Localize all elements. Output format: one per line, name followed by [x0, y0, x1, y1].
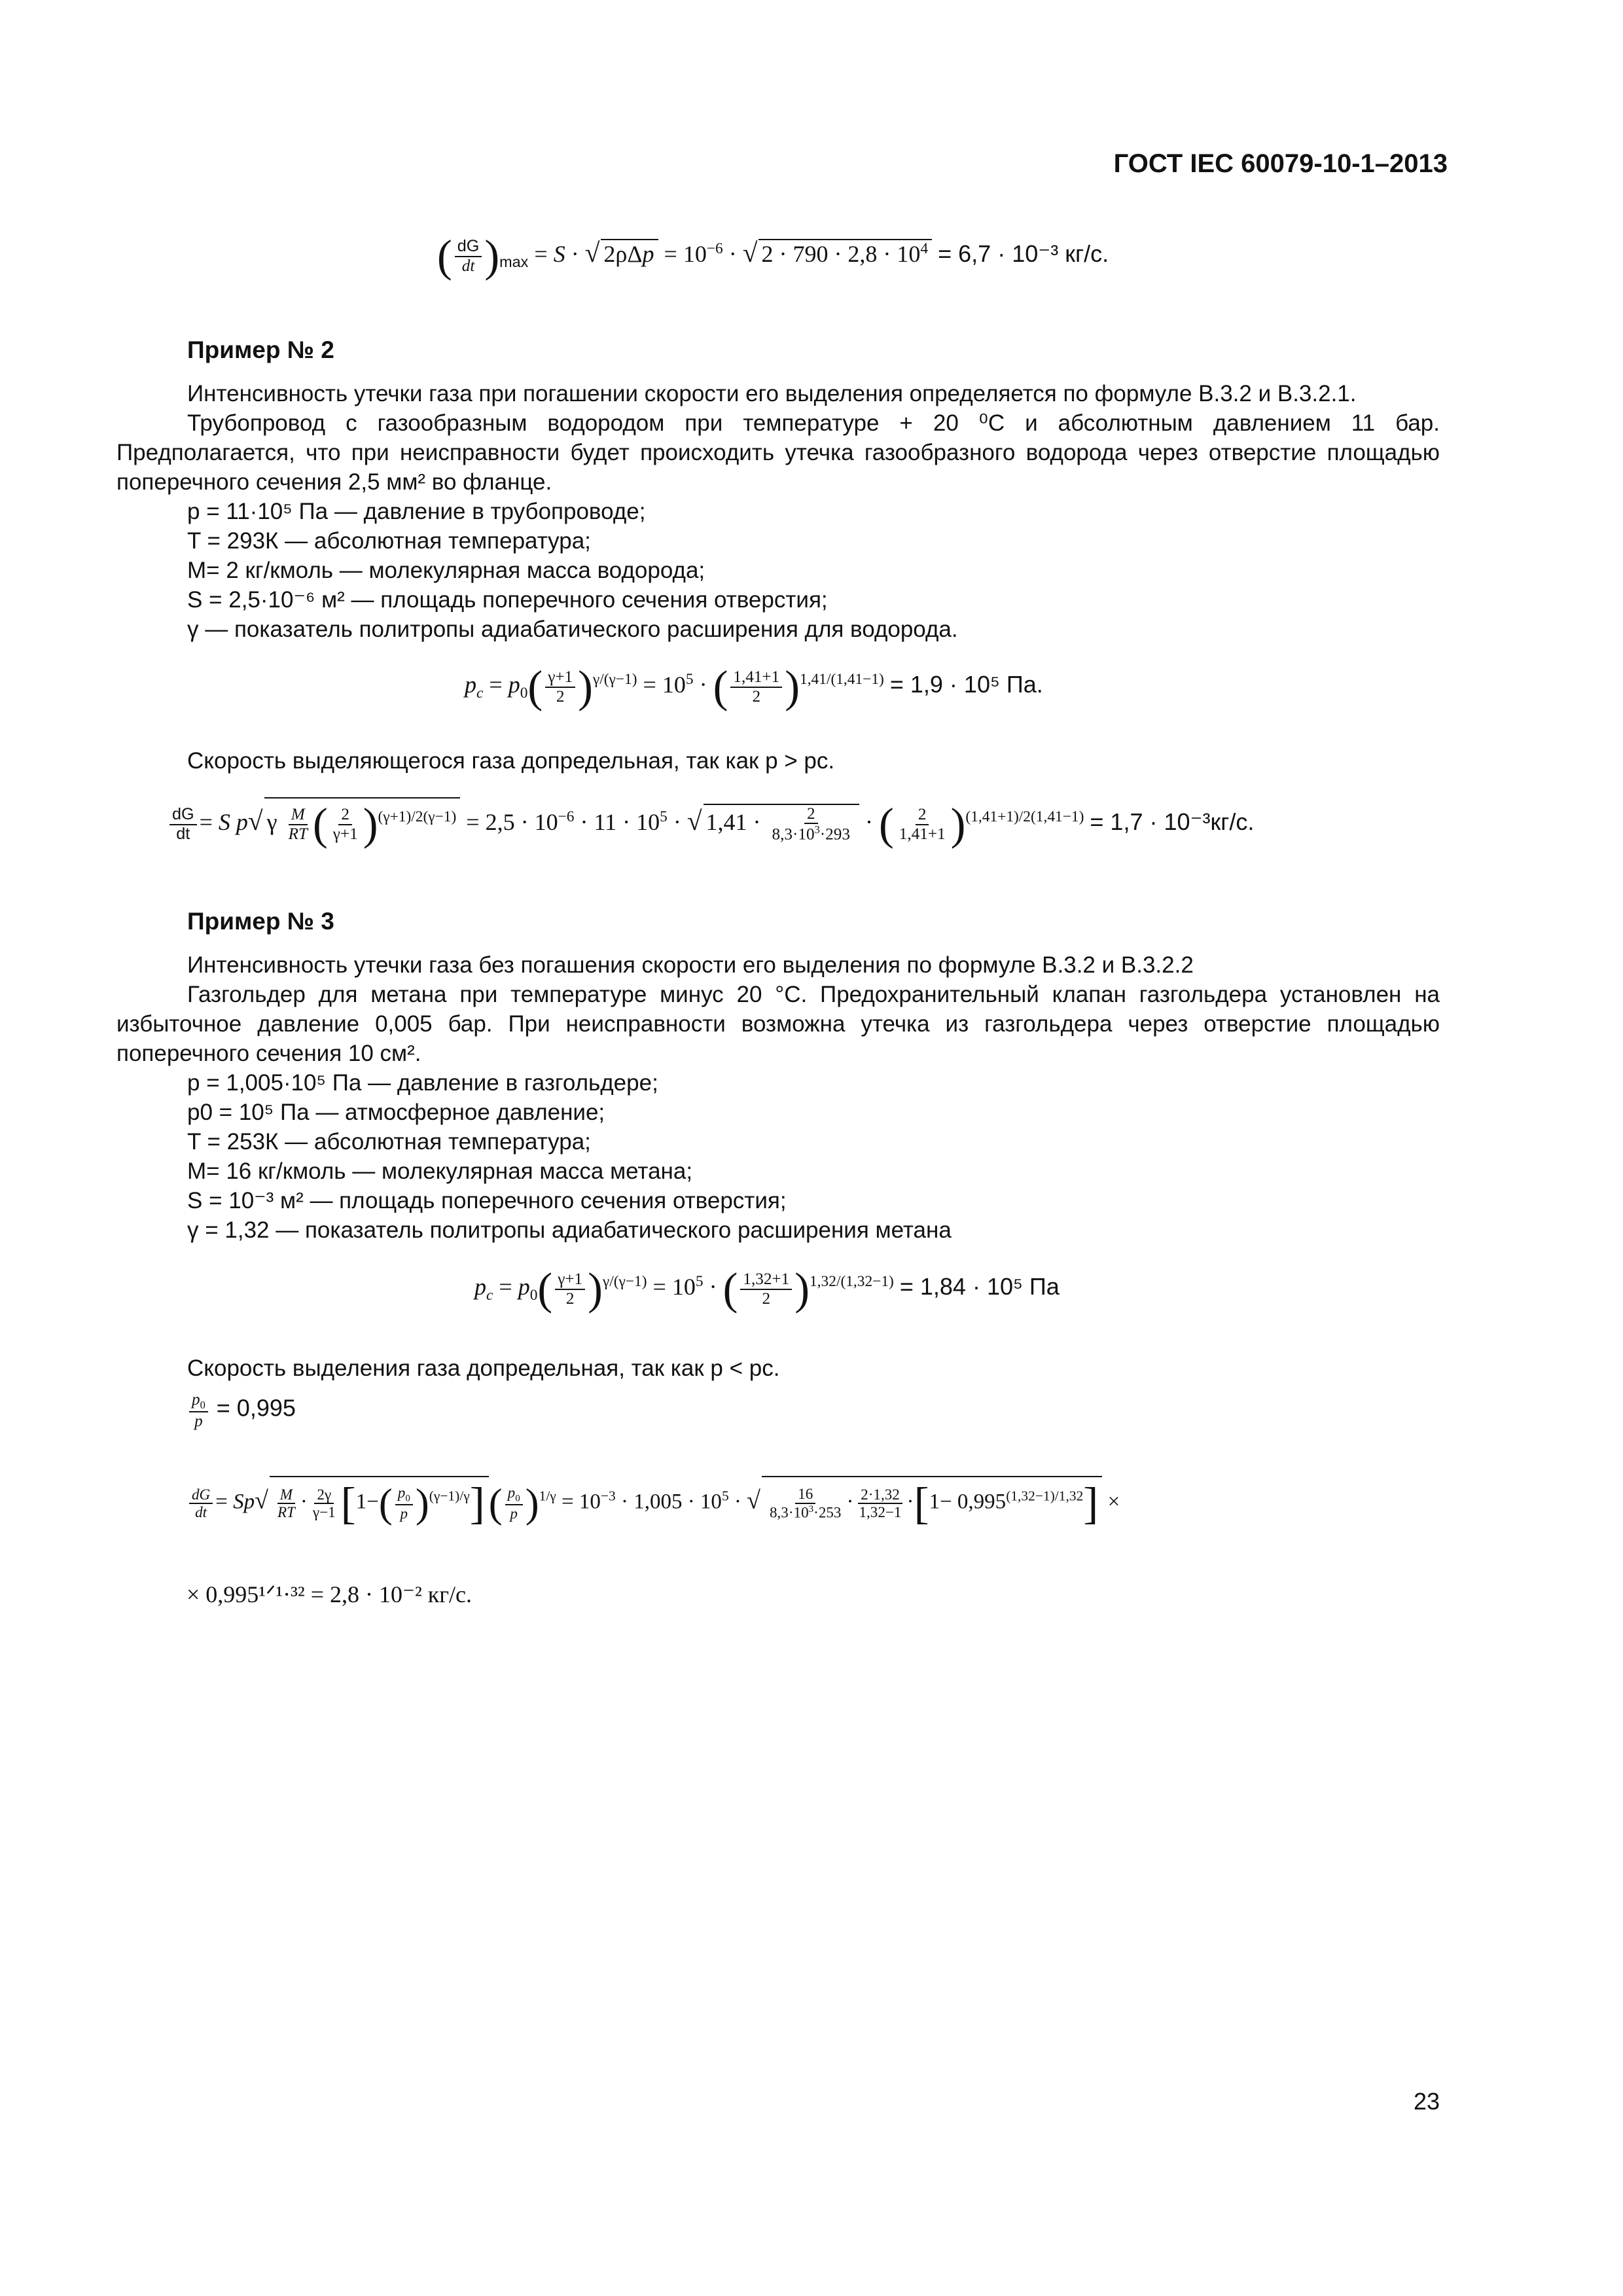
example-3-section [116, 906, 1440, 1245]
list-item: T = 253К — абсолютная температура; [187, 1129, 591, 1155]
example-2-parameters [116, 497, 1440, 644]
example-2-condition [116, 746, 1440, 776]
example-3-title: Пример № 3 [187, 908, 334, 935]
list-item: p = 1,005·10⁵ Па — давление в газгольдере; [187, 1070, 658, 1096]
example-2-paragraph-1: Интенсивность утечки газа при погашении скорости его выделения определяется по формуле В.3.2 и В.3.2.1. [187, 381, 1357, 406]
list-item: T = 293К — абсолютная температура; [187, 528, 591, 554]
formula-max-rate: ( $\frac{dG}{dt}$ )$_{max} = S$ · √ $2\rho\Delta p = 10^{-6}$ · √ $2 \cdot 790 \cdot 2,8 \cdot 10^4 = 6,7 \cdot 10^{-3}$ кг/с. [437, 231, 1109, 281]
example-3-condition [116, 1354, 1440, 1383]
formula-rate-ch4: $\frac{dG}{dt}$ = Sp√ $\frac{M}{RT}$ · $\frac{2\gamma}{\gamma-1}$ [1−( $\frac{p_0}{p}$ )$^{(\gamma-1)/\gamma}$]( $\frac{p_0}{p}$ )$^{1/\gamma} = 10^{-3} \cdot 1,005 \cdot 10^5$ · √ $\frac{16}{8,3\cdot 10^3\cdot 253}$ · $\frac{2\cdot 1,32}{1,32-1}$ $\cdot[1- 0,995^{(1,32-1)/1,32}]$ × [187, 1476, 1120, 1530]
formula-max-rate-result: = 6,7 · 10⁻³ кг/с. [938, 240, 1109, 267]
formula-pressure-ratio: $\frac{p_0}{p}$ = 0,995 [187, 1391, 296, 1431]
formula-critical-pressure-ch4-result: = 1,84 · 10⁵ Па [899, 1272, 1060, 1300]
formula-pressure-ratio-result: = 0,995 [216, 1394, 296, 1422]
example-3-paragraph-1: Интенсивность утечки газа без погашения скорости его выделения по формуле В.3.2 и В.3.2.2 [187, 952, 1194, 978]
page-number: 23 [1413, 2088, 1440, 2115]
example-2-title: Пример № 2 [187, 336, 334, 363]
document-header: ГОСТ IEC 60079-10-1–2013 [1113, 149, 1448, 178]
list-item: γ — показатель политропы адиабатического расширения для водорода. [187, 617, 958, 642]
formula-rate-h2-result: = 1,7 · 10⁻³кг/с. [1090, 808, 1255, 835]
list-item: γ = 1,32 — показатель политропы адиабатического расширения метана [187, 1217, 952, 1243]
formula-final-result: × 0,995¹ᐟ¹·³² = 2,8 · 10⁻² кг/с. [187, 1581, 473, 1607]
example-2-paragraph-3: Скорость выделяющегося газа допредельная, так как p > pc. [187, 748, 835, 774]
list-item: M= 2 кг/кмоль — молекулярная масса водорода; [187, 558, 705, 583]
formula-critical-pressure-h2-result: = 1,9 · 10⁵ Па. [889, 670, 1043, 698]
example-3-parameters [116, 1068, 1440, 1245]
formula-rate-h2: $\frac{dG}{dt}$ = S p√ γ $\frac{M}{RT}$ ( $\frac{2}{\gamma+1}$ )$^{(\gamma+1)/2(\gamma-1)} = 2,5 \cdot 10^{-6} \cdot 11 \cdot 10^5$ · √ 1,41 · $\frac{2}{8,3\cdot 10^3\cdot 293}$ · ( $\frac{2}{1,41+1}$ )$^{(1,41+1)/2(1,41-1)}$ = 1,7 · 10⁻³кг/с. [167, 797, 1254, 850]
example-3-paragraph-2: Газгольдер для метана при температуре минус 20 °С. Предохранительный клапан газгольдера установлен на избыточное давление 0,005 бар. При неисправности возможна утечка из газгольдера через отверстие площадью поперечного сечения 10 см². [116, 982, 1440, 1066]
example-3-paragraph-3: Скорость выделения газа допредельная, так как p < pc. [187, 1355, 780, 1381]
formula-critical-pressure-h2: $p_c = p_0$( $\frac{\gamma+1}{2}$ )$^{\gamma/(\gamma-1)} = 10^5$ · ( $\frac{1,41+1}{2}$ )$^{1,41/(1,41-1)}$ = 1,9 · 10⁵ Па. [465, 662, 1043, 711]
list-item: p = 11·10⁵ Па — давление в трубопроводе; [187, 499, 646, 524]
example-2-paragraph-2: Трубопровод с газообразным водородом при температуре + 20 ⁰С и абсолютным давлением 11 бар. Предполагается, что при неисправности будет происходить утечка газообразного водорода через отверстие площадью поперечного сечения 2,5 мм² во фланце. [116, 410, 1440, 495]
list-item: S = 10⁻³ м² — площадь поперечного сечения отверстия; [187, 1188, 787, 1213]
list-item: M= 16 кг/кмоль — молекулярная масса метана; [187, 1158, 693, 1184]
list-item: S = 2,5·10⁻⁶ м² — площадь поперечного сечения отверстия; [187, 587, 828, 613]
list-item: p0 = 10⁵ Па — атмосферное давление; [187, 1100, 605, 1125]
example-2-section [116, 335, 1440, 644]
formula-critical-pressure-ch4: $p_c = p_0$( $\frac{\gamma+1}{2}$ )$^{\gamma/(\gamma-1)} = 10^5$ · ( $\frac{1,32+1}{2}$ )$^{1,32/(1,32-1)}$ = 1,84 · 10⁵ Па [474, 1264, 1060, 1314]
